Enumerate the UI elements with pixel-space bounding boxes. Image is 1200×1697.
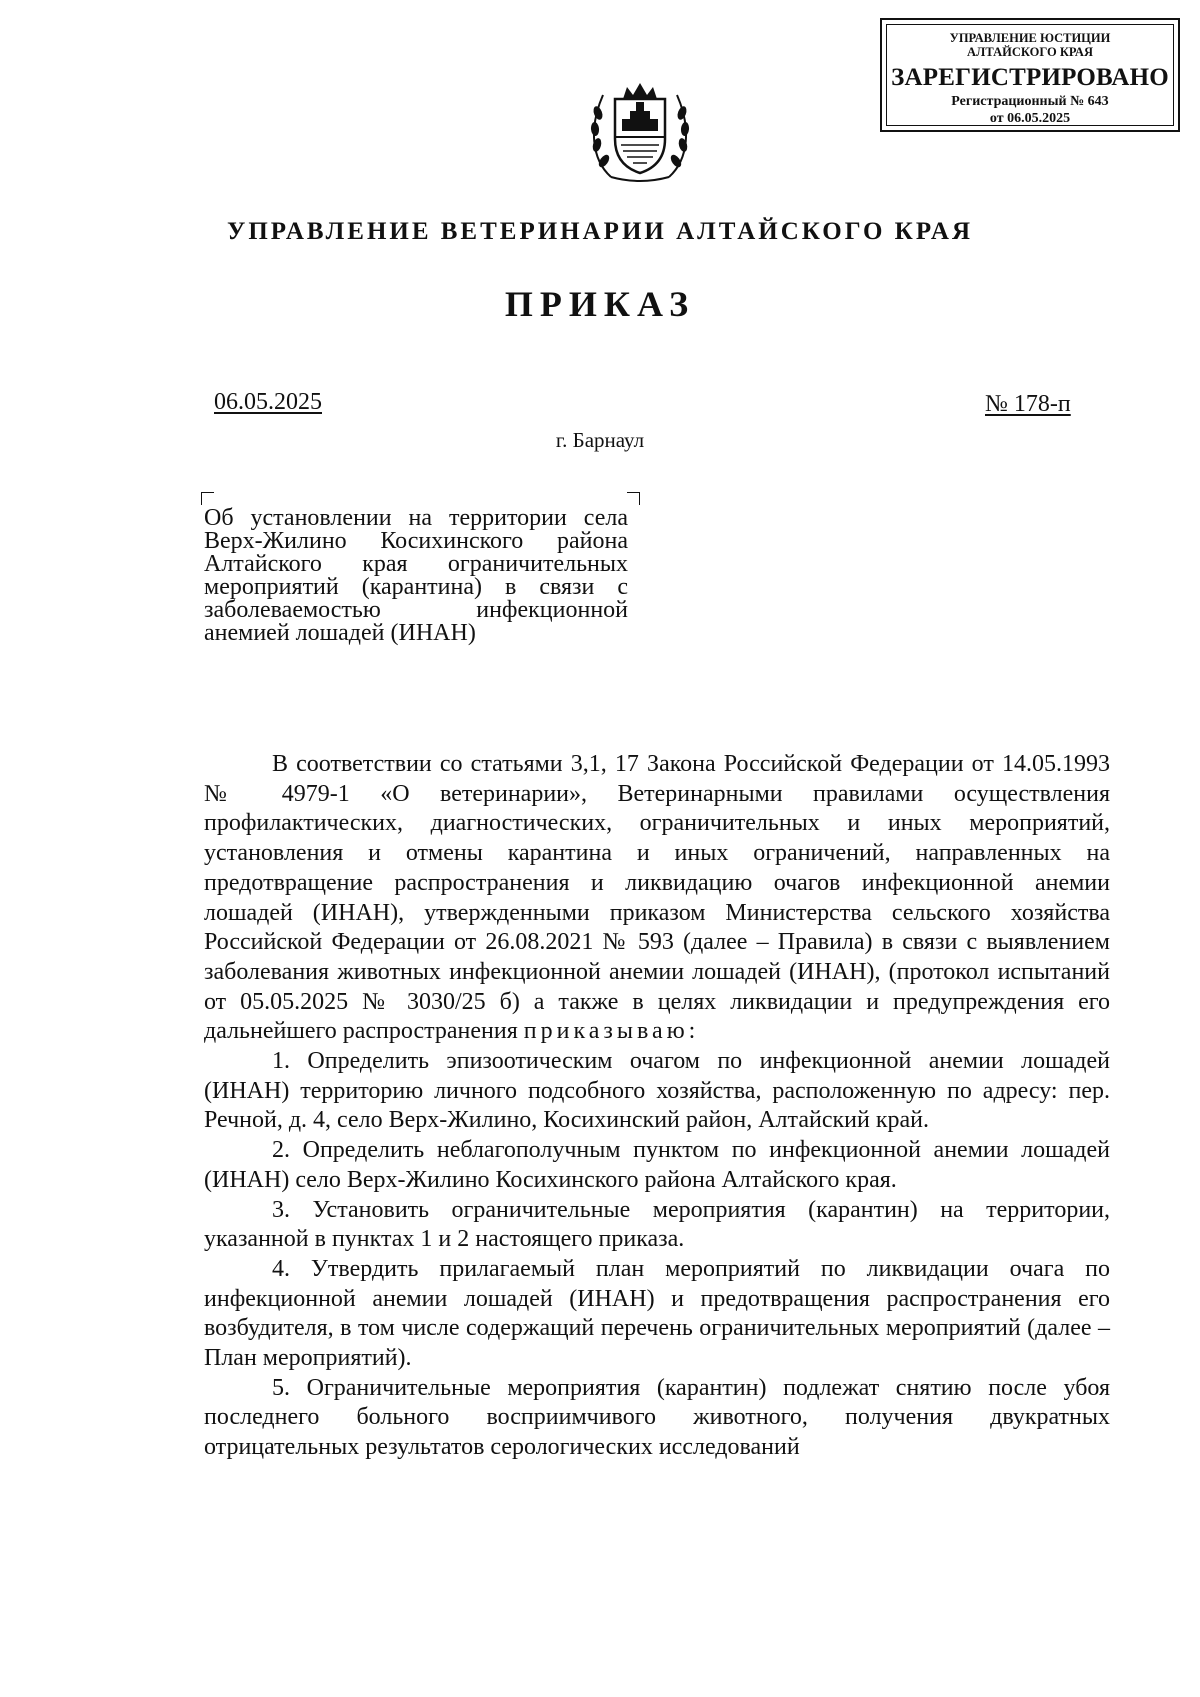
stamp-org-line2: АЛТАЙСКОГО КРАЯ bbox=[967, 45, 1093, 59]
registration-stamp bbox=[880, 18, 1180, 132]
subject-bracket-right bbox=[627, 492, 640, 505]
city: г. Барнаул bbox=[555, 428, 645, 452]
preamble-paragraph bbox=[204, 750, 1110, 1047]
stamp-reg-number: Регистрационный № 643 bbox=[951, 94, 1109, 109]
order-word: приказываю bbox=[523, 1018, 689, 1045]
subject-text: Об установлении на территории села Верх-Жилино Косихинского района Алтайского края ограничительных мероприятий (карантина) в связи с заболеваемостью инфекционной bbox=[204, 505, 628, 623]
order-item-4: 4. Утвердить прилагаемый план мероприятий по ликвидации очага по инфекционной анемии лошадей (ИНАН) и предотвращения распространения его возбудителя, в том числе содержащий перечень ограничительных мероприятий (далее – План мероприятий). bbox=[204, 1255, 1110, 1372]
altai-krai-coat-of-arms-icon bbox=[583, 73, 697, 189]
order-number: № 178-п bbox=[985, 391, 1071, 417]
preamble-text: В соответствии со статьями 3,1, 17 Закона Российской Федерации от 14.05.1993 № 4979-1 «О ветеринарии», Ветеринарными правилами осуществления профилактических, диагностических, ограничительных и иных мероприятий, установления и отмены карантина и иных ограничений, направленных на предотвращение распространения и ликвидацию очагов инфекционной анемии лошадей (ИНАН), утвержденными приказом Министерства сельского хозяйства Российской Федерации от 26.08.2021 № 593 (далее – Правила) в связи с выявлением заболевания животных инфекционной анемии лошадей (ИНАН), (протокол испытаний от 05.05.2025 № 3030/25 б) а также в целях ликвидации и предупреждения его дальнейшего распространения bbox=[204, 751, 1110, 1045]
subject-last-line: анемией лошадей (ИНАН) bbox=[204, 620, 476, 646]
stamp-status: ЗАРЕГИСТРИРОВАНО bbox=[891, 64, 1169, 91]
order-item-2: 2. Определить неблагополучным пунктом по инфекционной анемии лошадей (ИНАН) село Верх-Жилино Косихинского района Алтайского края. bbox=[204, 1137, 1110, 1193]
stamp-inner-frame bbox=[886, 24, 1174, 126]
stamp-org-line1: УПРАВЛЕНИЕ ЮСТИЦИИ bbox=[949, 31, 1111, 45]
order-body bbox=[204, 750, 1110, 1463]
subject-bracket-left bbox=[201, 492, 214, 505]
order-subject bbox=[204, 507, 628, 645]
order-item-1: 1. Определить эпизоотическим очагом по инфекционной анемии лошадей (ИНАН) территорию личного подсобного хозяйства, расположенную по адресу: пер. Речной, д. 4, село Верх-Жилино, Косихинский район, Алтайский край. bbox=[204, 1048, 1110, 1134]
order-date: 06.05.2025 bbox=[214, 389, 322, 415]
organization-title: УПРАВЛЕНИЕ ВЕТЕРИНАРИИ АЛТАЙСКОГО КРАЯ bbox=[227, 218, 973, 245]
order-item-5: 5. Ограничительные мероприятия (карантин) подлежат снятию после убоя последнего больного восприимчивого животного, получения двукратных отрицательных результатов серологических исследований bbox=[204, 1374, 1110, 1461]
stamp-reg-date: от 06.05.2025 bbox=[989, 111, 1071, 126]
order-item-3: 3. Установить ограничительные мероприятия (карантин) на территории, указанной в пунктах 1 и 2 настоящего приказа. bbox=[204, 1196, 1110, 1253]
document-type: ПРИКАЗ bbox=[504, 284, 696, 324]
order-word-suffix: : bbox=[688, 1018, 696, 1045]
stamp-organization bbox=[887, 31, 1173, 59]
